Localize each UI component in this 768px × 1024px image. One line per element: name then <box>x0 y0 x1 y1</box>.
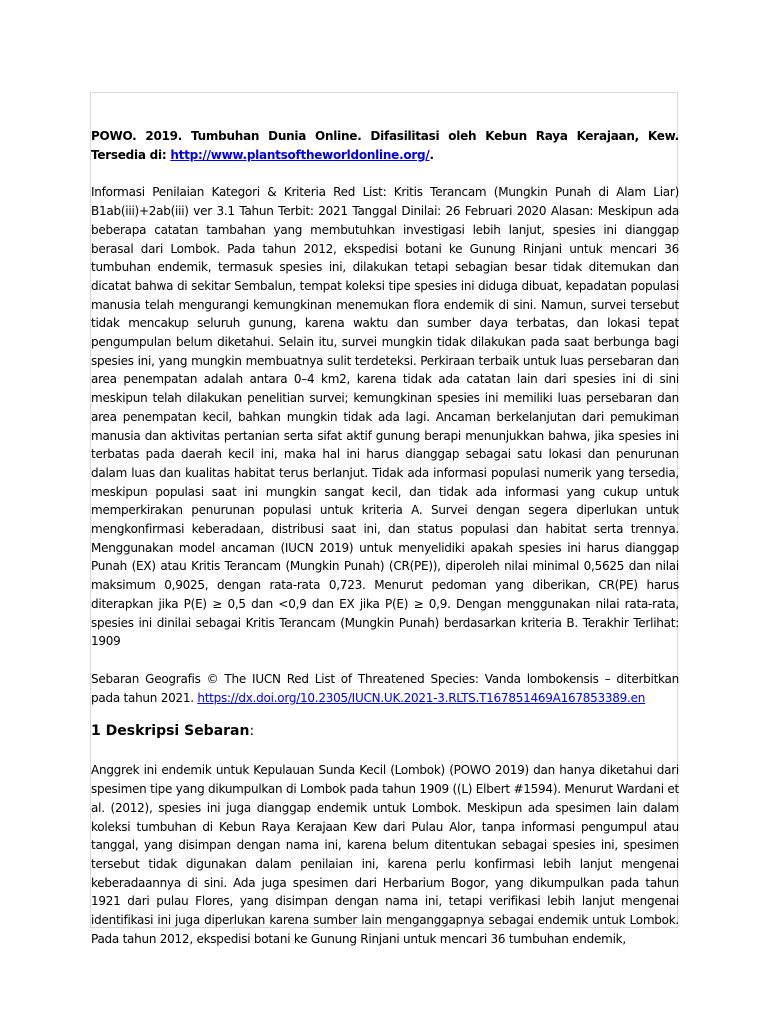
assessment-paragraph: Informasi Penilaian Kategori & Kriteria Red List: Kritis Terancam (Mungkin Punah di Alam Liar) B1ab(iii)+2ab(iii) ver 3.1 Tahun Terbit: 2021 Tanggal Dinilai: 26 Februari 2020 Alasan: Meskipun ada beberapa catatan tambahan yang membutuhkan investigasi lebih lanjut, spesies ini dianggap berasal dari Lombok. Pada tahun 2012, ekspedisi botani ke Gunung Rinjani untuk mencari 36 tumbuhan endemik, termasuk spesies ini, dilakukan tetapi sebagian besar tidak ditemukan dan dicatat bahwa di sekitar Sembalun, tempat koleksi tipe spesies ini diduga dibuat, kepadatan populasi manusia telah mengurangi kemungkinan menemukan flora endemik di sini. Namun, survei tersebut tidak mencakup seluruh gunung, karena waktu dan sumber daya terbatas, dan lokasi tepat pengumpulan belum diketahui. Selain itu, survei mungkin tidak dilakukan pada saat berbunga bagi spesies ini, yang mungkin membuatnya sulit terdeteksi. Perkiraan terbaik untuk luas persebaran dan area penempatan adalah antara 0–4 km2, karena tidak ada catatan lain dari spesies ini di sini meskipun telah dilakukan penelitian survei; kemungkinan spesies ini memiliki luas persebaran dan area penempatan kecil, bahkan mungkin tidak ada lagi. Ancaman berkelanjutan dari pemukiman manusia dan aktivitas pertanian serta sifat aktif gunung berapi menunjukkan bahwa, jika spesies ini terbatas pada daerah kecil ini, maka hal ini harus dianggap sebagai satu lokasi dan penurunan dalam luas dan kualitas habitat terus berlanjut. Tidak ada informasi populasi numerik yang tersedia, meskipun populasi saat ini mungkin sangat kecil, dan tidak ada informasi yang cukup untuk memperkirakan penurunan populasi untuk kriteria A. Survei dengan segera diperlukan untuk mengkonfirmasi keberadaan, distribusi saat ini, dan status populasi dan habitat serta trennya. Menggunakan model ancaman (IUCN 2019) untuk menyelidiki apakah spesies ini harus dianggap Punah (EX) atau Kritis Terancam (Mungkin Punah) (CR(PE)), diperoleh nilai minimal 0,5625 dan nilai maksimum 0,9025, dengan rata-rata 0,723. Menurut pedoman yang diberikan, CR(PE) harus diterapkan jika P(E) ≥ 0,5 dan <0,9 dan EX jika P(E) ≥ 0,9. Dengan menggunakan nilai rata-rata, spesies ini dinilai sebagai Kritis Terancam (Mungkin Punah) berdasarkan kriteria B. Terakhir Terlihat: 1909 <box>91 185 679 649</box>
document-page <box>90 92 679 946</box>
powo-link[interactable]: http://www.plantsoftheworldonline.org/ <box>170 147 430 162</box>
paragraph-gap <box>91 651 679 670</box>
section-heading <box>91 721 679 741</box>
reference-end: . <box>429 147 434 162</box>
geo-paragraph <box>91 670 679 707</box>
paragraph-gap <box>91 164 679 183</box>
geo-text: Sebaran Geografis © The IUCN Red List of Threatened Species: Vanda lombokensis – diterbitkan pada tahun 2021. <box>91 671 679 705</box>
section-colon: : <box>249 723 255 740</box>
reference-paragraph <box>91 127 679 164</box>
reference-text: POWO. 2019. Tumbuhan Dunia Online. Difasilitasi oleh Kebun Raya Kerajaan, Kew. Tersedia di: <box>91 129 679 162</box>
iucn-doi-link[interactable]: https://dx.doi.org/10.2305/IUCN.UK.2021-3.RLTS.T167851469A167853389.en <box>197 690 646 705</box>
description-paragraph: Anggrek ini endemik untuk Kepulauan Sunda Kecil (Lombok) (POWO 2019) dan hanya diketahui dari spesimen tipe yang dikumpulkan di Lombok pada tahun 1909 ((L) Elbert #1594). Menurut Wardani et al. (2012), spesies ini juga dianggap endemik untuk Lombok. Meskipun ada spesimen lain dalam koleksi tumbuhan di Kebun Raya Kerajaan Kew dari Pulau Alor, tanpa informasi pengumpul atau tanggal, yang disimpan dengan nama ini, karena belum ditentukan sebagai spesies ini, spesimen tersebut tidak digunakan dalam penilaian ini, karena perlu konfirmasi lebih lanjut mengenai keberadaannya di sini. Ada juga spesimen dari Herbarium Bogor, yang dikumpulkan pada tahun 1921 dari pulau Flores, yang disimpan dengan nama ini, tetapi verifikasi lebih lanjut mengenai identifikasi ini juga diperlukan karena sumber lain menganggapnya sebagai endemik untuk Lombok. Pada tahun 2012, ekspedisi botani ke Gunung Rinjani untuk mencari 36 tumbuhan endemik, <box>91 763 679 946</box>
section-title: 1 Deskripsi Sebaran <box>91 723 250 740</box>
document-content <box>91 127 679 948</box>
